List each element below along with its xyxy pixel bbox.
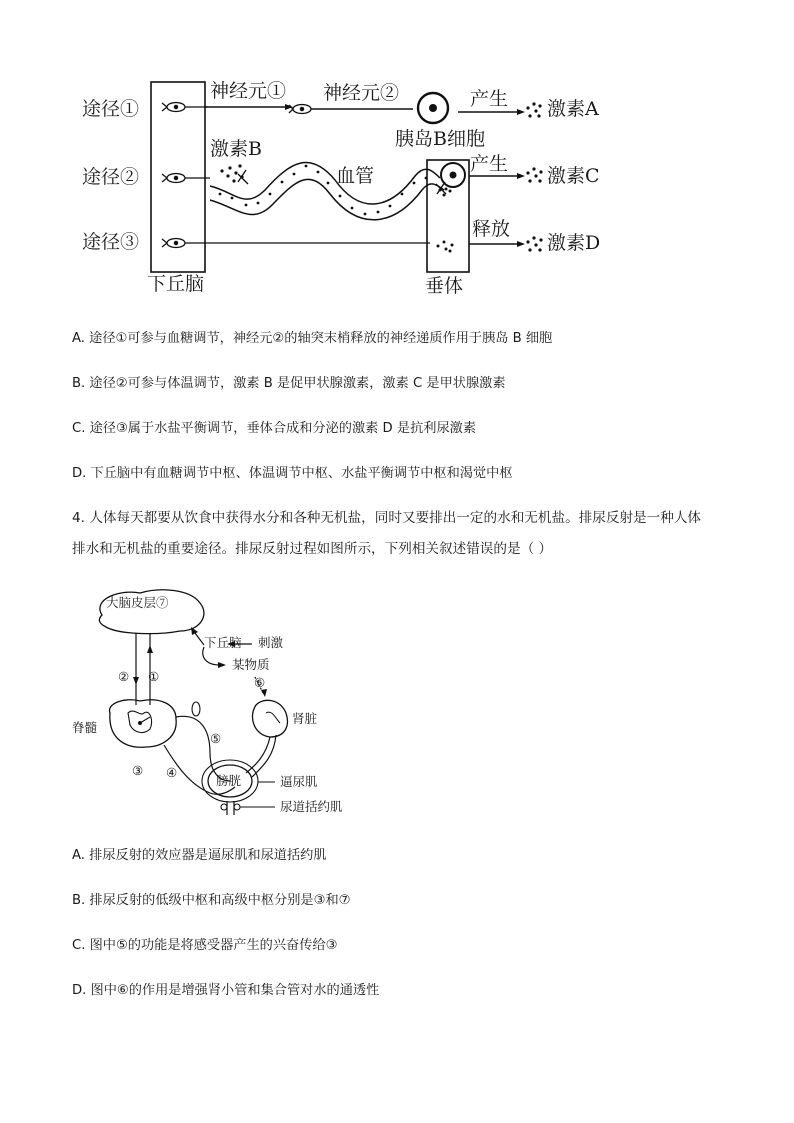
neuron-icon-mid <box>289 105 311 114</box>
neuron-2-label: 神经元② <box>323 82 400 104</box>
path-2-label: 途径② <box>82 166 140 188</box>
release-label: 释放 <box>472 218 511 240</box>
stimulus-label: 刺激 <box>258 635 284 650</box>
bladder-label: 膀胱 <box>216 773 242 788</box>
hormone-c-label: 激素C <box>547 165 600 187</box>
hormone-a-dots <box>526 102 541 117</box>
hormone-d-label: 激素D <box>547 232 601 254</box>
q4-option-d: D. 图中⑥的作用是增强肾小管和集合管对水的通透性 <box>72 983 380 998</box>
hypothalamus-label: 下丘脑 <box>147 273 205 295</box>
neuron-1-label: 神经元① <box>210 80 287 102</box>
produce-label-2: 产生 <box>470 153 509 175</box>
kidney-label: 肾脏 <box>292 711 318 726</box>
blood-vessel-wall-top <box>210 162 440 203</box>
endocrine-pathway-graphic <box>60 70 620 310</box>
micturition-reflex-graphic <box>80 585 380 825</box>
vessel-dots <box>219 165 428 216</box>
q4-stem-line-1: 4. 人体每天都要从饮食中获得水分和各种无机盐，同时又要排出一定的水和无机盐。排尿反射是一种人体 <box>72 510 702 526</box>
q3-option-d: D. 下丘脑中有血糖调节中枢、体温调节中枢、水盐平衡调节中枢和渴觉中枢 <box>72 466 513 481</box>
islet-cell-label: 胰岛B细胞 <box>395 128 485 150</box>
micturition-reflex-diagram <box>72 585 380 825</box>
hormone-d-dots <box>526 236 542 251</box>
cortex-label: 大脑皮层⑦ <box>106 595 169 610</box>
q4-option-b: B. 排尿反射的低级中枢和高级中枢分别是③和⑦ <box>72 893 351 908</box>
hormone-c-dots <box>526 167 542 182</box>
q3-option-a: A. 途径①可参与血糖调节，神经元②的轴突末梢释放的神经递质作用于胰岛 B 细胞 <box>72 331 553 346</box>
path-1-label: 途径① <box>82 98 140 120</box>
q4-option-a: A. 排尿反射的效应器是逼尿肌和尿道括约肌 <box>72 848 327 863</box>
spinal-cord-label: 脊髓 <box>72 720 98 735</box>
substance-label: 某物质 <box>232 657 270 672</box>
pituitary-box <box>427 160 469 272</box>
blood-vessel-label: 血管 <box>336 165 375 187</box>
kidney-outline <box>252 700 287 737</box>
neuron-icon-2 <box>162 174 210 183</box>
marker-4: ④ <box>166 765 178 780</box>
marker-6: ⑥ <box>254 675 266 690</box>
neuron-icon-3 <box>162 239 430 248</box>
path-3-label: 途径③ <box>82 231 140 253</box>
endocrine-pathway-diagram <box>60 70 620 310</box>
marker-3: ③ <box>132 763 144 778</box>
spinal-cord-outline <box>109 700 176 748</box>
sphincter-label: 尿道括约肌 <box>280 799 343 814</box>
q3-option-b: B. 途径②可参与体温调节，激素 B 是促甲状腺激素，激素 C 是甲状腺激素 <box>72 376 506 391</box>
neuron-icon-1 <box>162 103 208 112</box>
hormone-a-label: 激素A <box>547 98 599 120</box>
marker-5: ⑤ <box>210 731 222 746</box>
marker-2: ② <box>118 669 130 684</box>
hypothalamus-label-2: 下丘脑 <box>204 635 242 650</box>
pituitary-label: 垂体 <box>425 275 464 297</box>
q4-stem-line-2: 排水和无机盐的重要途径。排尿反射过程如图所示，下列相关叙述错误的是（ ） <box>72 541 553 557</box>
produce-label-1: 产生 <box>470 88 509 110</box>
marker-1: ① <box>148 669 160 684</box>
q4-option-c: C. 图中⑤的功能是将感受器产生的兴奋传给③ <box>72 938 338 953</box>
detrusor-label: 逼尿肌 <box>280 774 318 789</box>
q3-option-c: C. 途径③属于水盐平衡调节，垂体合成和分泌的激素 D 是抗利尿激素 <box>72 421 477 436</box>
hormone-b-label: 激素B <box>210 138 262 160</box>
pituitary-dots <box>437 188 454 253</box>
